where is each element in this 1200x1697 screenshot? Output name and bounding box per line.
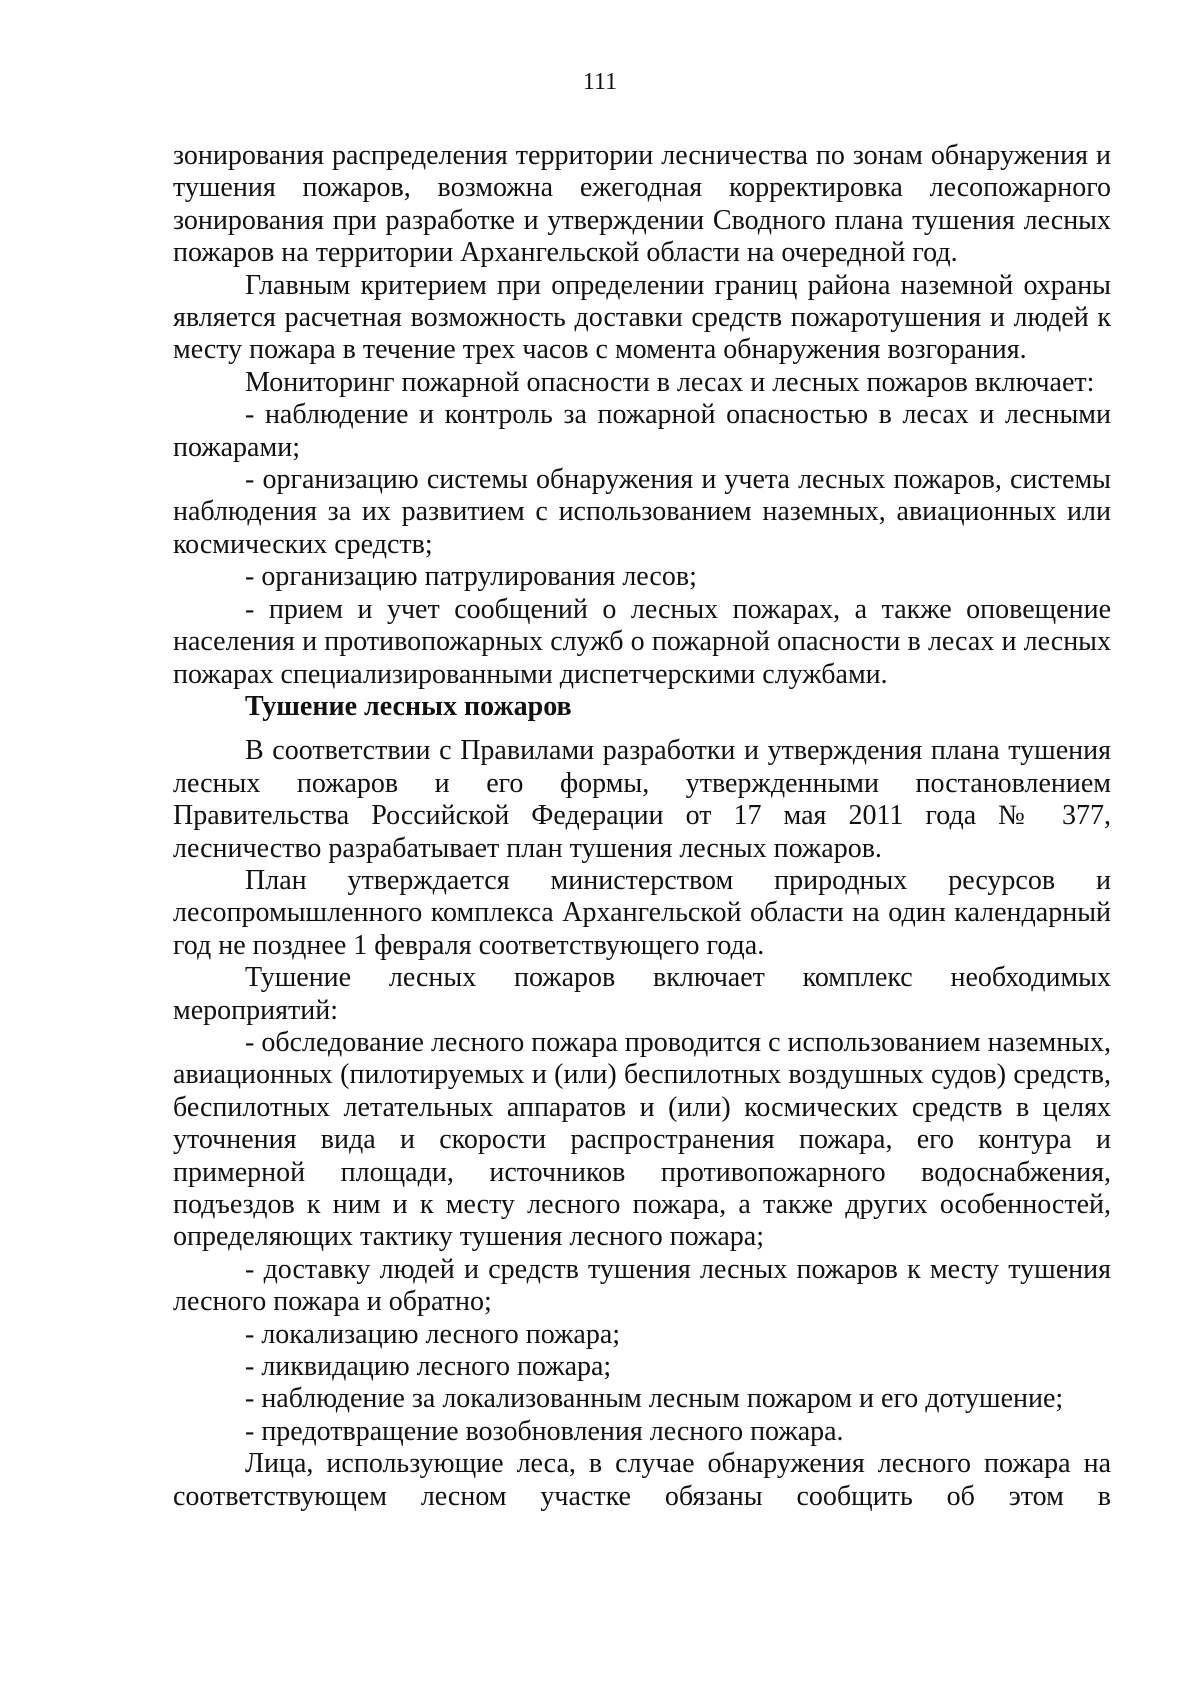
section-heading: Тушение лесных пожаров xyxy=(245,690,572,722)
paragraphs-before xyxy=(173,140,1111,691)
paragraph: - предотвращение возобновления лесного пожара. xyxy=(245,1415,844,1447)
paragraphs-after xyxy=(173,735,1111,1513)
paragraph: - доставку людей и средств тушения лесных пожаров к месту тушения лесного пожара и обратно; xyxy=(173,1253,1111,1318)
paragraph: Главным критерием при определении границ района наземной охраны является расчетная возможность доставки средств пожаротушения и людей к месту пожара в течение трех часов с момента обнаружения возгорания. xyxy=(173,269,1111,366)
body-text xyxy=(173,140,1111,1513)
paragraph: - ликвидацию лесного пожара; xyxy=(245,1351,612,1383)
paragraph: - организацию патрулирования лесов; xyxy=(245,561,697,593)
paragraph: зонирования распределения территории лесничества по зонам обнаружения и тушения пожаров, возможна ежегодная корректировка лесопожарного зонирования при разработке и утверждении Сводного плана тушения лесных пожаров на территории Архангельской области на очередной год. xyxy=(173,140,1111,269)
page-number: 111 xyxy=(582,69,618,95)
paragraph: План утверждается министерством природных ресурсов и лесопромышленного комплекса Архангельской области на один календарный год не позднее 1 февраля соответствующего года. xyxy=(173,864,1111,961)
paragraph: - организацию системы обнаружения и учета лесных пожаров, системы наблюдения за их развитием с использованием наземных, авиационных или космических средств; xyxy=(173,464,1111,560)
paragraph: - обследование лесного пожара проводится с использованием наземных, авиационных (пилотируемых и (или) беспилотных воздушных судов) средств, беспилотных летательных аппаратов и (или) космических средств в целях уточнения вида и скорости распространения пожара, его контура и примерной площади, источников противопожарного водоснабжения, подъездов к ним и к месту лесного пожара, а также других особенностей, определяющих тактику тушения лесного пожара; xyxy=(173,1026,1111,1253)
paragraph: Лица, использующие леса, в случае обнаружения лесного пожара на соответствующем лесном участке обязаны сообщить об этом в xyxy=(173,1448,1111,1512)
paragraph: В соответствии с Правилами разработки и утверждения плана тушения лесных пожаров и его формы, утвержденными постановлением Правительства Российской Федерации от 17 мая 2011 года № 377, лесничество разрабатывает план тушения лесных пожаров. xyxy=(173,735,1111,864)
paragraph: - локализацию лесного пожара; xyxy=(245,1318,621,1350)
paragraph: - прием и учет сообщений о лесных пожарах, а также оповещение населения и противопожарных служб о пожарной опасности в лесах и лесных пожарах специализированными диспетчерскими службами. xyxy=(173,593,1111,690)
paragraph: - наблюдение и контроль за пожарной опасностью в лесах и лесными пожарами; xyxy=(173,399,1111,463)
paragraph: Мониторинг пожарной опасности в лесах и лесных пожаров включает: xyxy=(245,366,1095,398)
paragraph: Тушение лесных пожаров включает комплекс необходимых мероприятий: xyxy=(173,962,1111,1026)
paragraph: - наблюдение за локализованным лесным пожаром и его дотушение; xyxy=(245,1383,1064,1415)
